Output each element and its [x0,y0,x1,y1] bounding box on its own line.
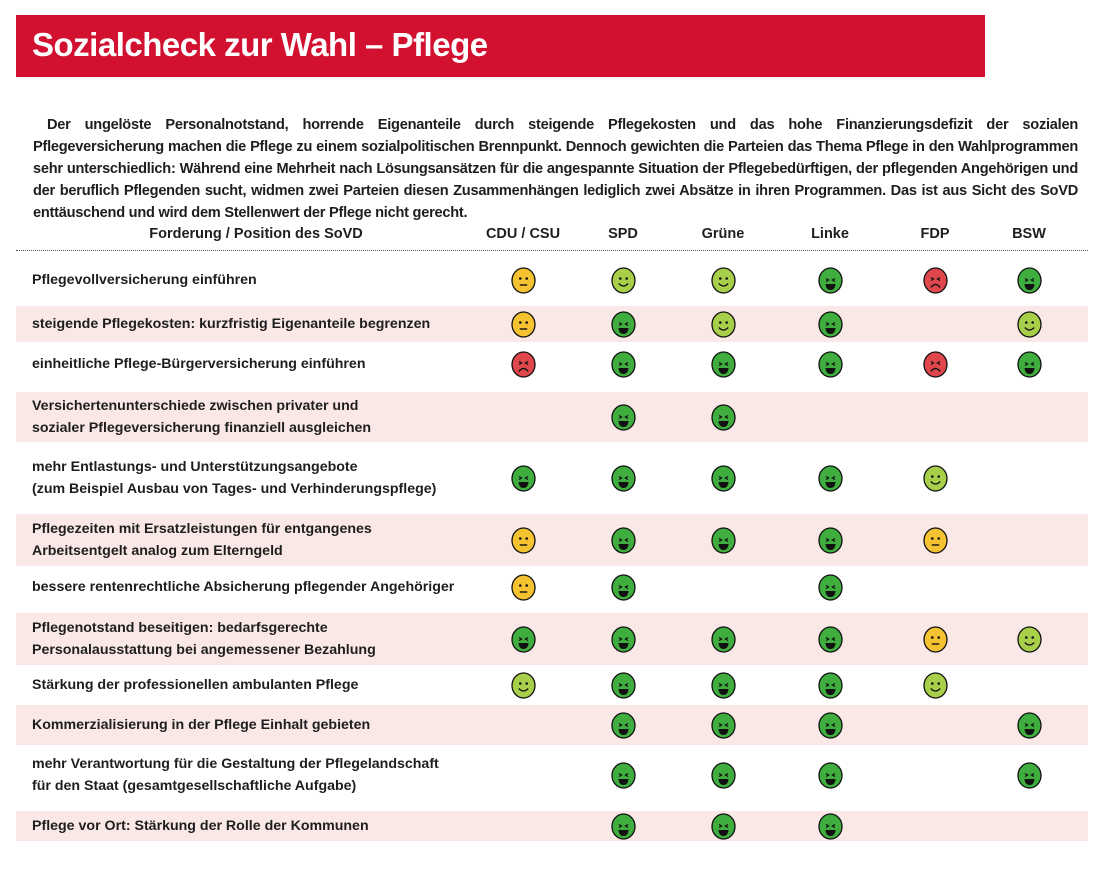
table-row [16,260,1088,300]
rating-cell [473,311,573,342]
rating-cell [979,762,1079,793]
grinning-face-icon [818,574,843,601]
row-label-line: Versichertenunterschiede zwischen privater und [32,398,359,414]
rating-cell [885,527,985,558]
smiling-face-icon [1017,626,1042,653]
grinning-face-icon [511,626,536,653]
row-label [32,815,369,837]
table-row [16,665,1088,705]
row-label-line: bessere rentenrechtliche Absicherung pflegender Angehöriger [32,579,455,595]
rating-cell [885,672,985,703]
grinning-face-icon [711,527,736,554]
smiling-face-icon [923,465,948,492]
rating-cell [780,574,880,605]
smiling-face-icon [611,267,636,294]
table-row [16,442,1088,514]
row-label-line: Personalausstattung bei angemessener Bezahlung [32,642,376,658]
row-label [32,576,454,598]
row-label [32,269,257,291]
neutral-face-icon [511,527,536,554]
rating-cell [573,465,673,496]
grinning-face-icon [711,404,736,431]
rating-cell [673,527,773,558]
rating-cell [573,813,673,844]
grinning-face-icon [711,672,736,699]
rating-cell [979,626,1079,657]
intro-paragraph: Der ungelöste Personalnotstand, horrende Eigenanteile durch steigende Pflegekosten und das hohe Finanzierungsdefizit der sozialen Pflegeversicherung machen die Pflege zu einem sozialpolitischen Brennpunkt. Dennoch gewichten die Parteien das Thema Pflege in den Wahlprogrammen sehr unterschiedlich: Während eine Mehrheit nach Lösungsansätzen für die angespannte Situation der Pflegebedürftigen, der pflegenden Angehörigen und der beruflich Pflegenden sucht, widmen zwei Parteien diesen Zusammenhängen lediglich zwei Absätze in ihren Programmen. Das ist aus Sicht des SoVD enttäuschend und wird dem Stellenwert der Pflege nicht gerecht. [33,116,1078,222]
row-label [32,753,439,797]
neutral-face-icon [923,527,948,554]
grinning-face-icon [611,404,636,431]
grinning-face-icon [818,311,843,338]
rating-cell [979,351,1079,382]
rating-cell [885,465,985,496]
header-party-linke: Linke [811,226,849,242]
rating-cell [780,527,880,558]
grinning-face-icon [611,351,636,378]
smiling-face-icon [711,267,736,294]
table-header [16,222,1088,251]
grinning-face-icon [711,465,736,492]
rating-cell [673,311,773,342]
rating-cell [473,672,573,703]
row-label [32,353,365,375]
grinning-face-icon [611,527,636,554]
grinning-face-icon [711,626,736,653]
rating-cell [780,267,880,298]
rating-cell [673,762,773,793]
rating-cell [573,404,673,435]
row-label [32,518,372,562]
row-label [32,456,436,500]
frowning-face-icon [511,351,536,378]
rating-cell [780,762,880,793]
rating-cell [780,465,880,496]
rating-cell [780,351,880,382]
row-label [32,674,358,696]
rating-cell [885,351,985,382]
table-row [16,745,1088,805]
frowning-face-icon [923,351,948,378]
rating-cell [573,672,673,703]
rating-cell [885,267,985,298]
row-label [32,395,371,439]
grinning-face-icon [1017,351,1042,378]
table-row [16,566,1088,608]
grinning-face-icon [818,762,843,789]
table-row [16,342,1088,386]
header-party-bsw: BSW [1012,226,1046,242]
row-label-line: einheitliche Pflege-Bürgerversicherung einführen [32,356,366,372]
grinning-face-icon [1017,762,1042,789]
rating-cell [885,626,985,657]
grinning-face-icon [611,712,636,739]
rating-cell [673,404,773,435]
neutral-face-icon [511,267,536,294]
rating-cell [473,267,573,298]
grinning-face-icon [611,626,636,653]
row-label-line: Pflegevollversicherung einführen [32,272,257,288]
title-banner [16,15,985,77]
rating-cell [573,712,673,743]
row-label-line: mehr Entlastungs- und Unterstützungsangebote [32,459,358,475]
rating-cell [573,527,673,558]
rating-cell [979,712,1079,743]
header-party-fdp: FDP [920,226,950,242]
smiling-face-icon [511,672,536,699]
rating-cell [780,626,880,657]
row-label-line: sozialer Pflegeversicherung finanziell ausgleichen [32,420,372,436]
page-title: Sozialcheck zur Wahl – Pflege [32,26,488,63]
table-row [16,811,1088,841]
row-label-line: (zum Beispiel Ausbau von Tages- und Verhinderungspflege) [32,481,437,497]
party-comparison-table [16,222,1088,841]
grinning-face-icon [511,465,536,492]
smiling-face-icon [1017,311,1042,338]
smiling-face-icon [711,311,736,338]
rating-cell [979,311,1079,342]
grinning-face-icon [818,813,843,840]
table-row [16,705,1088,745]
grinning-face-icon [611,762,636,789]
grinning-face-icon [711,813,736,840]
rating-cell [473,527,573,558]
grinning-face-icon [818,672,843,699]
grinning-face-icon [818,465,843,492]
rating-cell [673,813,773,844]
grinning-face-icon [611,311,636,338]
grinning-face-icon [818,626,843,653]
row-label-line: Kommerzialisierung in der Pflege Einhalt gebieten [32,717,371,733]
row-label [32,313,430,335]
row-label-line: Pflegenotstand beseitigen: bedarfsgerechte [32,620,328,636]
rating-cell [473,351,573,382]
grinning-face-icon [818,712,843,739]
rating-cell [979,267,1079,298]
header-forderung: Forderung / Position des SoVD [149,226,363,242]
table-row [16,306,1088,342]
rating-cell [673,626,773,657]
table-row [16,514,1088,566]
rating-cell [780,311,880,342]
rating-cell [780,672,880,703]
header-party-gruene: Grüne [701,226,745,242]
grinning-face-icon [1017,712,1042,739]
rating-cell [673,465,773,496]
rating-cell [573,267,673,298]
neutral-face-icon [511,311,536,338]
rating-cell [573,762,673,793]
row-label-line: mehr Verantwortung für die Gestaltung der Pflegelandschaft [32,756,439,772]
rating-cell [780,712,880,743]
rating-cell [673,267,773,298]
grinning-face-icon [611,672,636,699]
neutral-face-icon [511,574,536,601]
table-row [16,392,1088,442]
row-label-line: für den Staat (gesamtgesellschaftliche Aufgabe) [32,778,357,794]
header-party-cdu-csu: CDU / CSU [485,226,561,242]
grinning-face-icon [711,762,736,789]
row-label-line: Stärkung der professionellen ambulanten Pflege [32,677,359,693]
table-body [16,260,1088,841]
rating-cell [573,311,673,342]
row-label-line: Pflegezeiten mit Ersatzleistungen für entgangenes [32,521,372,537]
neutral-face-icon [923,626,948,653]
grinning-face-icon [818,267,843,294]
rating-cell [673,712,773,743]
grinning-face-icon [611,813,636,840]
rating-cell [573,626,673,657]
rating-cell [673,672,773,703]
grinning-face-icon [1017,267,1042,294]
rating-cell [573,351,673,382]
rating-cell [673,351,773,382]
rating-cell [473,626,573,657]
rating-cell [473,465,573,496]
grinning-face-icon [818,351,843,378]
grinning-face-icon [711,351,736,378]
rating-cell [473,574,573,605]
grinning-face-icon [611,574,636,601]
row-label [32,714,370,736]
table-row [16,613,1088,665]
rating-cell [780,813,880,844]
rating-cell [573,574,673,605]
row-label-line: Pflege vor Ort: Stärkung der Rolle der Kommunen [32,818,369,834]
grinning-face-icon [711,712,736,739]
row-label-line: steigende Pflegekosten: kurzfristig Eigenanteile begrenzen [32,316,431,332]
row-label [32,617,376,661]
row-label-line: Arbeitsentgelt analog zum Elterngeld [32,543,283,559]
smiling-face-icon [923,672,948,699]
header-party-spd: SPD [608,226,638,242]
frowning-face-icon [923,267,948,294]
grinning-face-icon [611,465,636,492]
grinning-face-icon [818,527,843,554]
